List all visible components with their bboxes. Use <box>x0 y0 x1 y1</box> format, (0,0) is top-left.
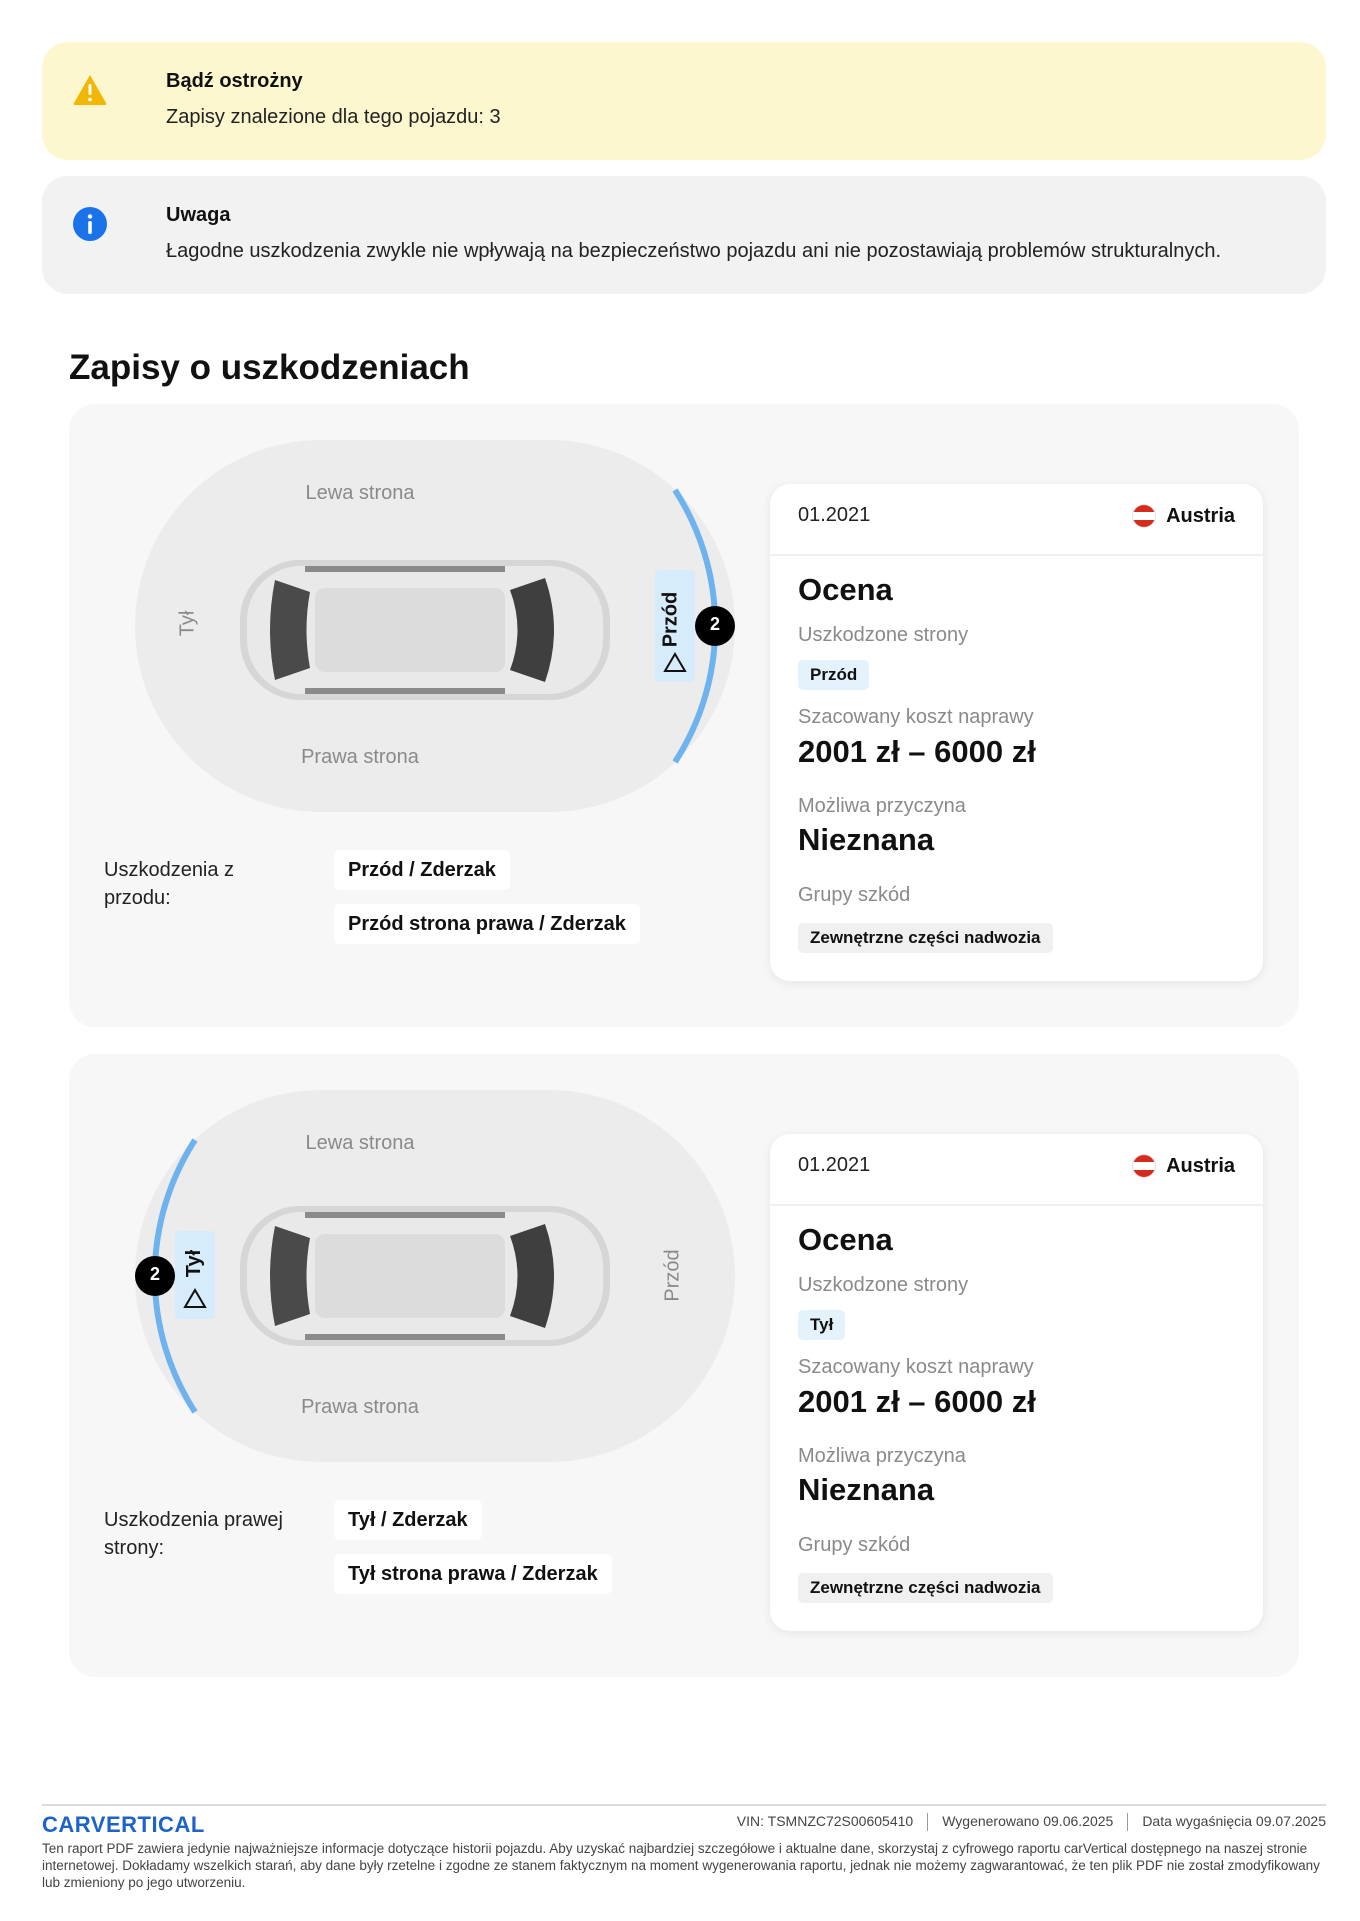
cost-value: 2001 zł – 6000 zł <box>798 734 1036 769</box>
damage-card <box>770 484 1263 981</box>
groups-label: Grupy szkód <box>798 1534 911 1556</box>
cost-value: 2001 zł – 6000 zł <box>798 1384 1036 1419</box>
damaged-side-chip: Przód <box>798 660 869 690</box>
damage-count-badge: 2 <box>709 614 720 634</box>
damage-location-label: Uszkodzenia prawej strony: <box>104 1509 283 1559</box>
car-diagram <box>135 1090 735 1462</box>
info-alert <box>42 176 1326 294</box>
damage-part-chip: Przód / Zderzak <box>334 850 510 890</box>
record-country <box>1132 504 1235 528</box>
expiry-date: Data wygaśnięcia 09.07.2025 <box>1142 1813 1326 1829</box>
damage-count-badge: 2 <box>149 1264 160 1284</box>
footer-divider <box>42 1804 1326 1806</box>
damage-part-chip: Tył strona prawa / Zderzak <box>334 1554 612 1594</box>
damaged-side-chip: Tył <box>798 1310 845 1340</box>
report-meta <box>737 1813 1326 1831</box>
meta-separator <box>1127 1813 1128 1831</box>
right-side-label: Prawa strona <box>301 746 419 768</box>
info-text: Łagodne uszkodzenia zwykle nie wpływają na bezpieczeństwo pojazdu ani nie pozostawiają problemów strukturalnych. <box>166 240 1222 262</box>
damaged-sides-label: Uszkodzone strony <box>798 624 969 646</box>
cost-label: Szacowany koszt naprawy <box>798 706 1034 728</box>
vin-text: VIN: TSMNZC72S00605410 <box>736 1813 914 1829</box>
damaged-sides-label: Uszkodzone strony <box>798 1274 969 1296</box>
meta-separator <box>927 1813 928 1831</box>
brand-logo: CARVERTICAL <box>42 1812 205 1837</box>
left-side-label: Lewa strona <box>305 1132 415 1154</box>
cause-value: Nieznana <box>798 1472 935 1507</box>
damage-group-chip: Zewnętrzne części nadwozia <box>798 1573 1053 1603</box>
front-label: Przód <box>661 1249 684 1302</box>
austria-flag-icon <box>1132 1154 1156 1178</box>
car-top-view-icon <box>240 1206 610 1346</box>
damage-part-chip: Tył / Zderzak <box>334 1500 482 1540</box>
rear-label: Tył <box>176 610 199 637</box>
right-side-label: Prawa strona <box>301 1396 419 1418</box>
card-heading: Ocena <box>798 1222 893 1257</box>
info-icon <box>72 206 108 242</box>
austria-flag-icon <box>1132 504 1156 528</box>
cause-label: Możliwa przyczyna <box>798 795 966 817</box>
damage-part-chip: Przód strona prawa / Zderzak <box>334 904 640 944</box>
country-name: Austria <box>1166 504 1235 527</box>
damage-card <box>770 1134 1263 1631</box>
damage-record <box>69 1054 1299 1677</box>
info-title: Uwaga <box>166 204 231 226</box>
cause-value: Nieznana <box>798 822 935 857</box>
warning-title: Bądź ostrożny <box>166 70 303 92</box>
front-label-highlighted: Przód <box>659 591 682 648</box>
warning-triangle-icon <box>72 72 108 108</box>
car-diagram <box>135 440 735 812</box>
groups-label: Grupy szkód <box>798 884 911 906</box>
card-divider <box>770 1204 1263 1206</box>
rear-label-highlighted: Tył <box>183 1249 206 1278</box>
cause-label: Możliwa przyczyna <box>798 1445 966 1467</box>
warning-text: Zapisy znalezione dla tego pojazdu: 3 <box>166 106 501 128</box>
record-date: 01.2021 <box>798 504 871 526</box>
section-title: Zapisy o uszkodzeniach <box>69 348 470 387</box>
warning-alert <box>42 42 1326 160</box>
generated-date: Wygenerowano 09.06.2025 <box>942 1813 1114 1829</box>
card-divider <box>770 554 1263 556</box>
left-side-label: Lewa strona <box>305 482 415 504</box>
cost-label: Szacowany koszt naprawy <box>798 1356 1034 1378</box>
card-heading: Ocena <box>798 572 893 607</box>
car-top-view-icon <box>240 560 610 700</box>
country-name: Austria <box>1166 1154 1235 1177</box>
damage-group-chip: Zewnętrzne części nadwozia <box>798 923 1053 953</box>
damage-record <box>69 404 1299 1027</box>
record-date: 01.2021 <box>798 1154 871 1176</box>
record-country <box>1132 1154 1235 1178</box>
disclaimer-text: Ten raport PDF zawiera jedynie najważniejsze informacje dotyczące historii pojazdu. Aby uzyskać najbardziej szczegółowe i aktualne dane, skorzystaj z cyfrowego raportu carVertical dostępnego na naszej stronie internetowej. Dokładamy wszelkich starań, aby dane były rzetelne i zgodne ze stanem faktycznym na moment wygenerowania raportu, jednak nie możemy zagwarantować, że ten plik PDF nie został zmodyfikowany lub zmieniony po jego utworzeniu. <box>42 1841 1320 1890</box>
damage-location-label: Uszkodzenia z przodu: <box>104 859 235 909</box>
